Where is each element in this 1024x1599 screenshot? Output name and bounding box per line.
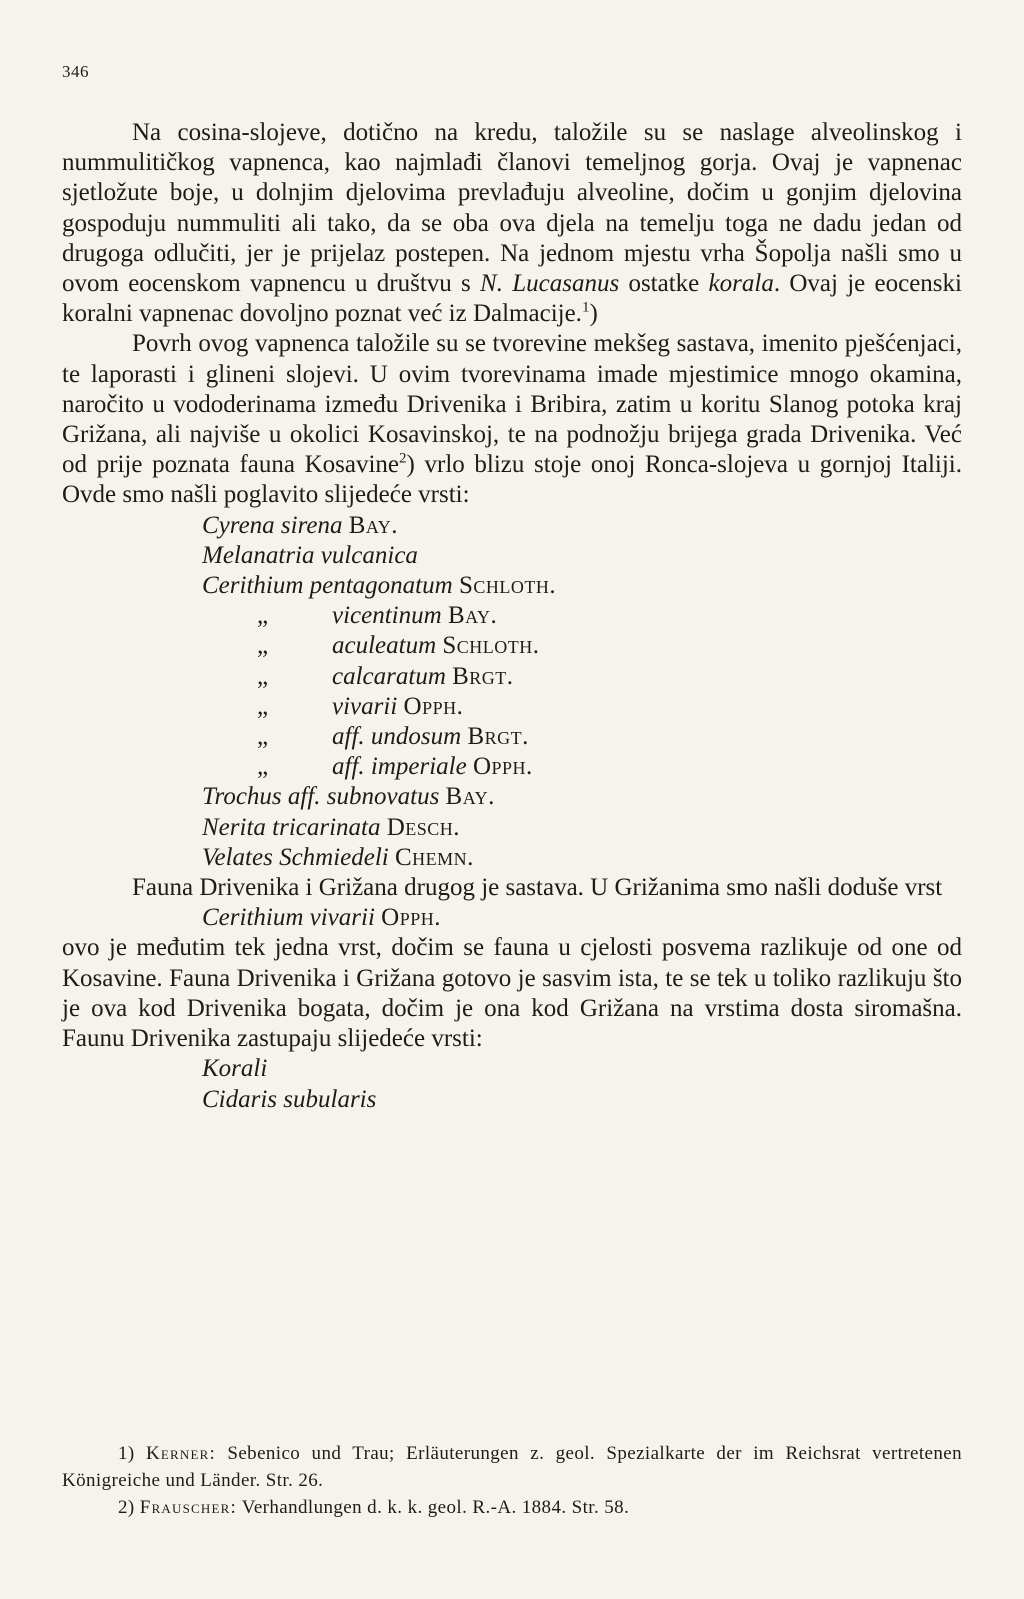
paragraph-1-close: ) bbox=[589, 300, 598, 328]
paragraph-1-text-a: Na cosina-slojeve, dotično na kredu, taložile su se naslage alveolinskog i nummulitičkog vapnenca, kao najmlađi članovi temeljnog gorja. Ovaj je vapnenac sjetložute boje, u dolnjim djelovima prevlađuju alveoline, dočim u gonjim djelovina gospoduju nummuliti ali tako, da se oba ova djela na temelju toga ne dadu jedan od drugoga odlučiti, jer je prijelaz postepen. Na jednom mjestu vrha Šopolja našli smo u ovom eocenskom vapnencu u društvu s bbox=[62, 119, 962, 298]
species-lucasanus: N. Lucasanus bbox=[480, 270, 620, 298]
body-text bbox=[62, 118, 962, 1115]
species-list-grizane bbox=[62, 903, 962, 933]
list-item: „ aff. undosum Brgt. bbox=[257, 723, 529, 751]
species-list-kosavina bbox=[62, 511, 962, 873]
list-item: Cerithium vivarii Opph. bbox=[202, 904, 441, 932]
paragraph-2-text-a: Povrh ovog vapnenca taložile su se tvorevine mekšeg sastava, imenito pješćenjaci, te laporasti i glineni slojevi. U ovim tvorevinama imade mjestimice mnogo okamina, naročito u vododerinama između Drivenika i Bribira, zatim u koritu Slanog potoka kraj Grižana, ali najviše u okolici Kosavinskoj, te na podnožju brijega grada Drivenika. Već od prije poznata fauna Kosavine bbox=[62, 330, 962, 479]
paragraph-1-text-e: . Ovaj je eocenski koralni vapnenac dovoljno poznat već iz Dalmacije. bbox=[62, 270, 962, 328]
footnote-ref-1: 1 bbox=[581, 299, 590, 316]
footnote-author: Kerner: bbox=[146, 1443, 217, 1464]
footnote-1 bbox=[62, 1440, 962, 1494]
list-item: „ aculeatum Schloth. bbox=[257, 632, 540, 660]
term-korala: korala bbox=[708, 270, 774, 298]
footnote-text: Sebenico und Trau; Erläuterungen z. geol. Spezialkarte der im Reichsrat vertretenen Königreiche und Länder. Str. 26. bbox=[62, 1443, 962, 1491]
list-item: Cidaris subularis bbox=[202, 1085, 377, 1113]
list-item: Nerita tricarinata Desch. bbox=[202, 813, 461, 841]
list-item: Melanatria vulcanica bbox=[202, 541, 418, 569]
footnote-mark: 2) bbox=[118, 1497, 135, 1518]
list-item: Trochus aff. subnovatus Bay. bbox=[202, 783, 495, 811]
list-item: Cerithium pentagonatum Schloth. bbox=[202, 572, 557, 600]
footnote-2 bbox=[62, 1494, 962, 1521]
footnote-author: Frauscher: bbox=[139, 1497, 237, 1518]
paragraph-2-text-b: ) vrlo blizu stoje onoj Ronca-slojeva u gornjoj Italiji. Ovde smo našli poglavito slijedeće vrsti: bbox=[62, 451, 962, 509]
paragraph-1-text-c: ostatke bbox=[619, 270, 709, 298]
footnotes bbox=[62, 1440, 962, 1521]
footnote-text: Verhandlungen d. k. k. geol. R.-A. 1884. Str. 58. bbox=[237, 1497, 630, 1518]
paragraph-1 bbox=[62, 118, 962, 329]
list-item: Korali bbox=[202, 1055, 268, 1083]
list-item: „ vivarii Opph. bbox=[257, 692, 464, 720]
page-number: 346 bbox=[62, 62, 89, 81]
footnote-ref-2: 2 bbox=[399, 450, 407, 467]
paragraph-4: ovo je međutim tek jedna vrst, dočim se fauna u cjelosti posvema razlikuje od one od Kosavine. Fauna Drivenika i Grižana gotovo je sasvim ista, te se tek u toliko razlikuju što je ova kod Drivenika bogata, dočim je ona kod Grižana na vrstima dosta siromašna. Faunu Drivenika zastupaju slijedeće vrsti: bbox=[62, 934, 962, 1053]
list-item: Velates Schmiedeli Chemn. bbox=[202, 843, 474, 871]
list-item: „ vicentinum Bay. bbox=[257, 602, 498, 630]
paragraph-3: Fauna Drivenika i Grižana drugog je sastava. U Grižanima smo našli doduše vrst bbox=[132, 874, 943, 902]
list-item: Cyrena sirena Bay. bbox=[202, 511, 399, 539]
list-item: „ calcaratum Brgt. bbox=[257, 662, 514, 690]
footnote-mark: 1) bbox=[118, 1443, 135, 1464]
paragraph-2 bbox=[62, 329, 962, 510]
species-list-drivenik bbox=[62, 1054, 962, 1114]
list-item: „ aff. imperiale Opph. bbox=[257, 753, 533, 781]
